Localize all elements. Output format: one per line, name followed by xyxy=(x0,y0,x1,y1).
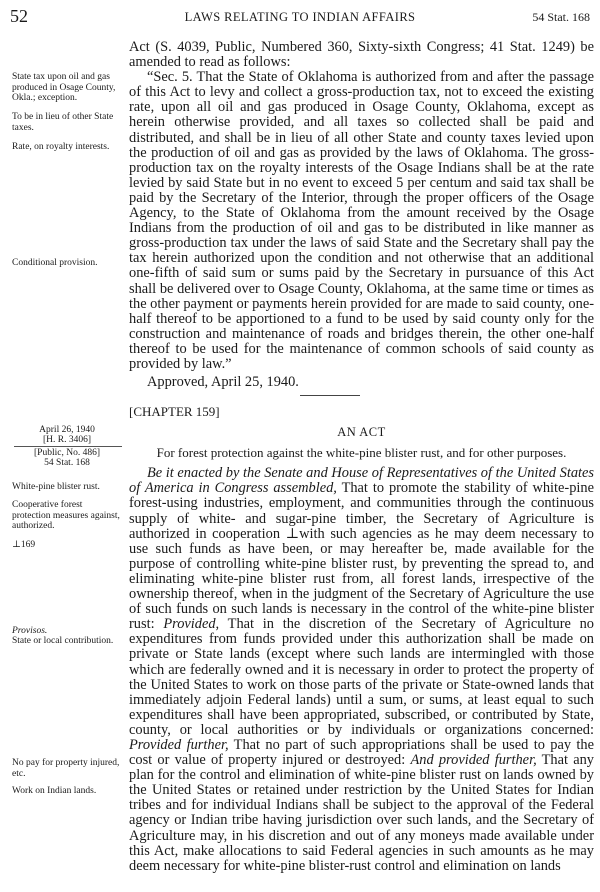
main-text-part1 xyxy=(129,40,594,390)
margin-note-provisos: Provisos. xyxy=(12,626,48,636)
stat-reference: 54 Stat. 168 xyxy=(532,10,590,24)
margin-note-in-lieu: To be in lieu of other State taxes. xyxy=(12,112,114,133)
margin-note-state-tax: State tax upon oil and gas produced in Osage County, Okla.; exception. xyxy=(12,72,116,103)
margin-note-public: [Public, No. 486] xyxy=(34,448,100,458)
margin-note-rate: Rate, on royalty interests. xyxy=(12,142,110,152)
proviso-2: Provided further, xyxy=(129,736,229,753)
act-title: AN ACT xyxy=(337,425,386,440)
paragraph-c: That no part of such appropriations shall be used to pay the cost or value of property injured or destroyed: xyxy=(129,736,594,769)
margin-divider xyxy=(14,446,122,447)
margin-note-conditional: Conditional provision. xyxy=(12,258,98,268)
margin-note-cooperative: Cooperative forest protection measures against, authorized. xyxy=(12,500,120,531)
approved-line: Approved, April 25, 1940. xyxy=(147,374,299,391)
page-header xyxy=(10,6,590,28)
proviso-1: Provided, xyxy=(163,616,220,633)
paragraph-a: That to promote the stability of white-pine forest-using industries, employment, and communities through the continuous supply of white- and sugar-pine timber, the Secretary of Agriculture is authorized in cooperation ⊥with such agencies as he may deem necessary to use such funds as have been, or may hereafter be, made available for the purpose of controlling white-pine blister rust, by preventing the spread to, and eliminating white-pine blister rust from, all forest lands, irrespective of the ownership thereof, when in the judgment of the Secretary of Agriculture the use of such funds on such lands is necessary in the control of the white-pine blister rust: xyxy=(129,480,595,633)
margin-note-hr: [H. R. 3406] xyxy=(42,435,92,445)
running-title: LAWS RELATING TO INDIAN AFFAIRS xyxy=(184,10,416,24)
paragraph-d: That any plan for the control and elimination of white-pine blister rust on lands owned by the United States or retained under restriction by the United States for Indian tribes and for individual Indians shall be subject to the approval of the Federal agency or Indian tribe having jurisdiction over such lands, and the Secretary of Agriculture may, in his discretion and out of any moneys made available under this Act, make allocations to said Federal agencies in such amounts as he may deem necessary for white-pine blister-rust control and elimination on lands xyxy=(129,752,594,874)
amendment-intro: Act (S. 4039, Public, Numbered 360, Sixty-sixth Congress; 41 Stat. 1249) be amended to read as follows: xyxy=(129,39,594,71)
proviso-3: And provided further, xyxy=(410,752,537,769)
paragraph-b: That in the discretion of the Secretary of Agriculture no expenditures from funds provided under this authorization shall be made on private or State lands (except where such lands are intermingled with those which are federally owned and it is necessary in order to protect the property of the United States to work on those parts of the private or State-owned lands that immediately adjoin Federal lands) until a sum, or sums, at least equal to such expenditures shall have been appropriated, subscribed, or contributed by State, county, or local authorities or by individuals or organizations concerned: xyxy=(129,616,594,738)
margin-note-state-local: State or local contribution. xyxy=(12,636,114,646)
main-text-part2 xyxy=(129,404,594,874)
margin-note-no-pay: No pay for property injured, etc. xyxy=(12,758,120,779)
act-body-text xyxy=(129,466,594,874)
margin-note-work-indian: Work on Indian lands. xyxy=(12,786,97,796)
margin-note-stat: 54 Stat. 168 xyxy=(44,458,90,468)
margin-note-page-ref: ⊥169 xyxy=(12,540,36,550)
section-5-text: “Sec. 5. That the State of Oklahoma is authorized from and after the passage of this Act to levy and collect a gross-production tax, not to exceed the existing rate, upon all oil and gas produced in Osage County, Oklahoma, except as herein otherwise provided, and all taxes so collected shall be paid and distributed, and shall be in lieu of all other State and county taxes levied upon the production of oil and gas as provided by the laws of Oklahoma. The gross-production tax on the royalty interests of the Osage Indians shall be at the rate levied by said State but in no event to exceed 5 per centum and said tax shall be paid by the Secretary of the Interior, through the proper officers of the Osage Agency, to the State of Oklahoma from the amount received by the Osage Indians from the production of oil and gas to be distributed in like manner as gross-production tax under the laws of said State and the Secretary shall pay the tax herein authorized upon the condition and not otherwise that an additional one-fifth of said sum or sums paid by the Secretary in pursuance of this Act shall be delivered over to Osage County, Oklahoma, at the same time or times as the other payment or payments herein provided for are made to said county, one-half thereof to be apportioned to a fund to be used by said county only for the construction and maintenance of roads and bridges therein, the other one-half thereof to be used for the maintenance of common schools of said county as provided by law.” xyxy=(129,69,595,372)
section-divider xyxy=(300,395,360,396)
enacting-clause: Be it enacted by the Senate and House of Representatives of the United States of America in Congress assembled, xyxy=(129,465,594,497)
margin-note-date: April 26, 1940 xyxy=(39,425,95,435)
chapter-heading: [CHAPTER 159] xyxy=(129,404,220,419)
act-purpose: For forest protection against the white-pine blister rust, and for other purposes. xyxy=(156,445,567,461)
page-number: 52 xyxy=(10,6,28,26)
margin-note-blister: White-pine blister rust. xyxy=(12,482,100,492)
